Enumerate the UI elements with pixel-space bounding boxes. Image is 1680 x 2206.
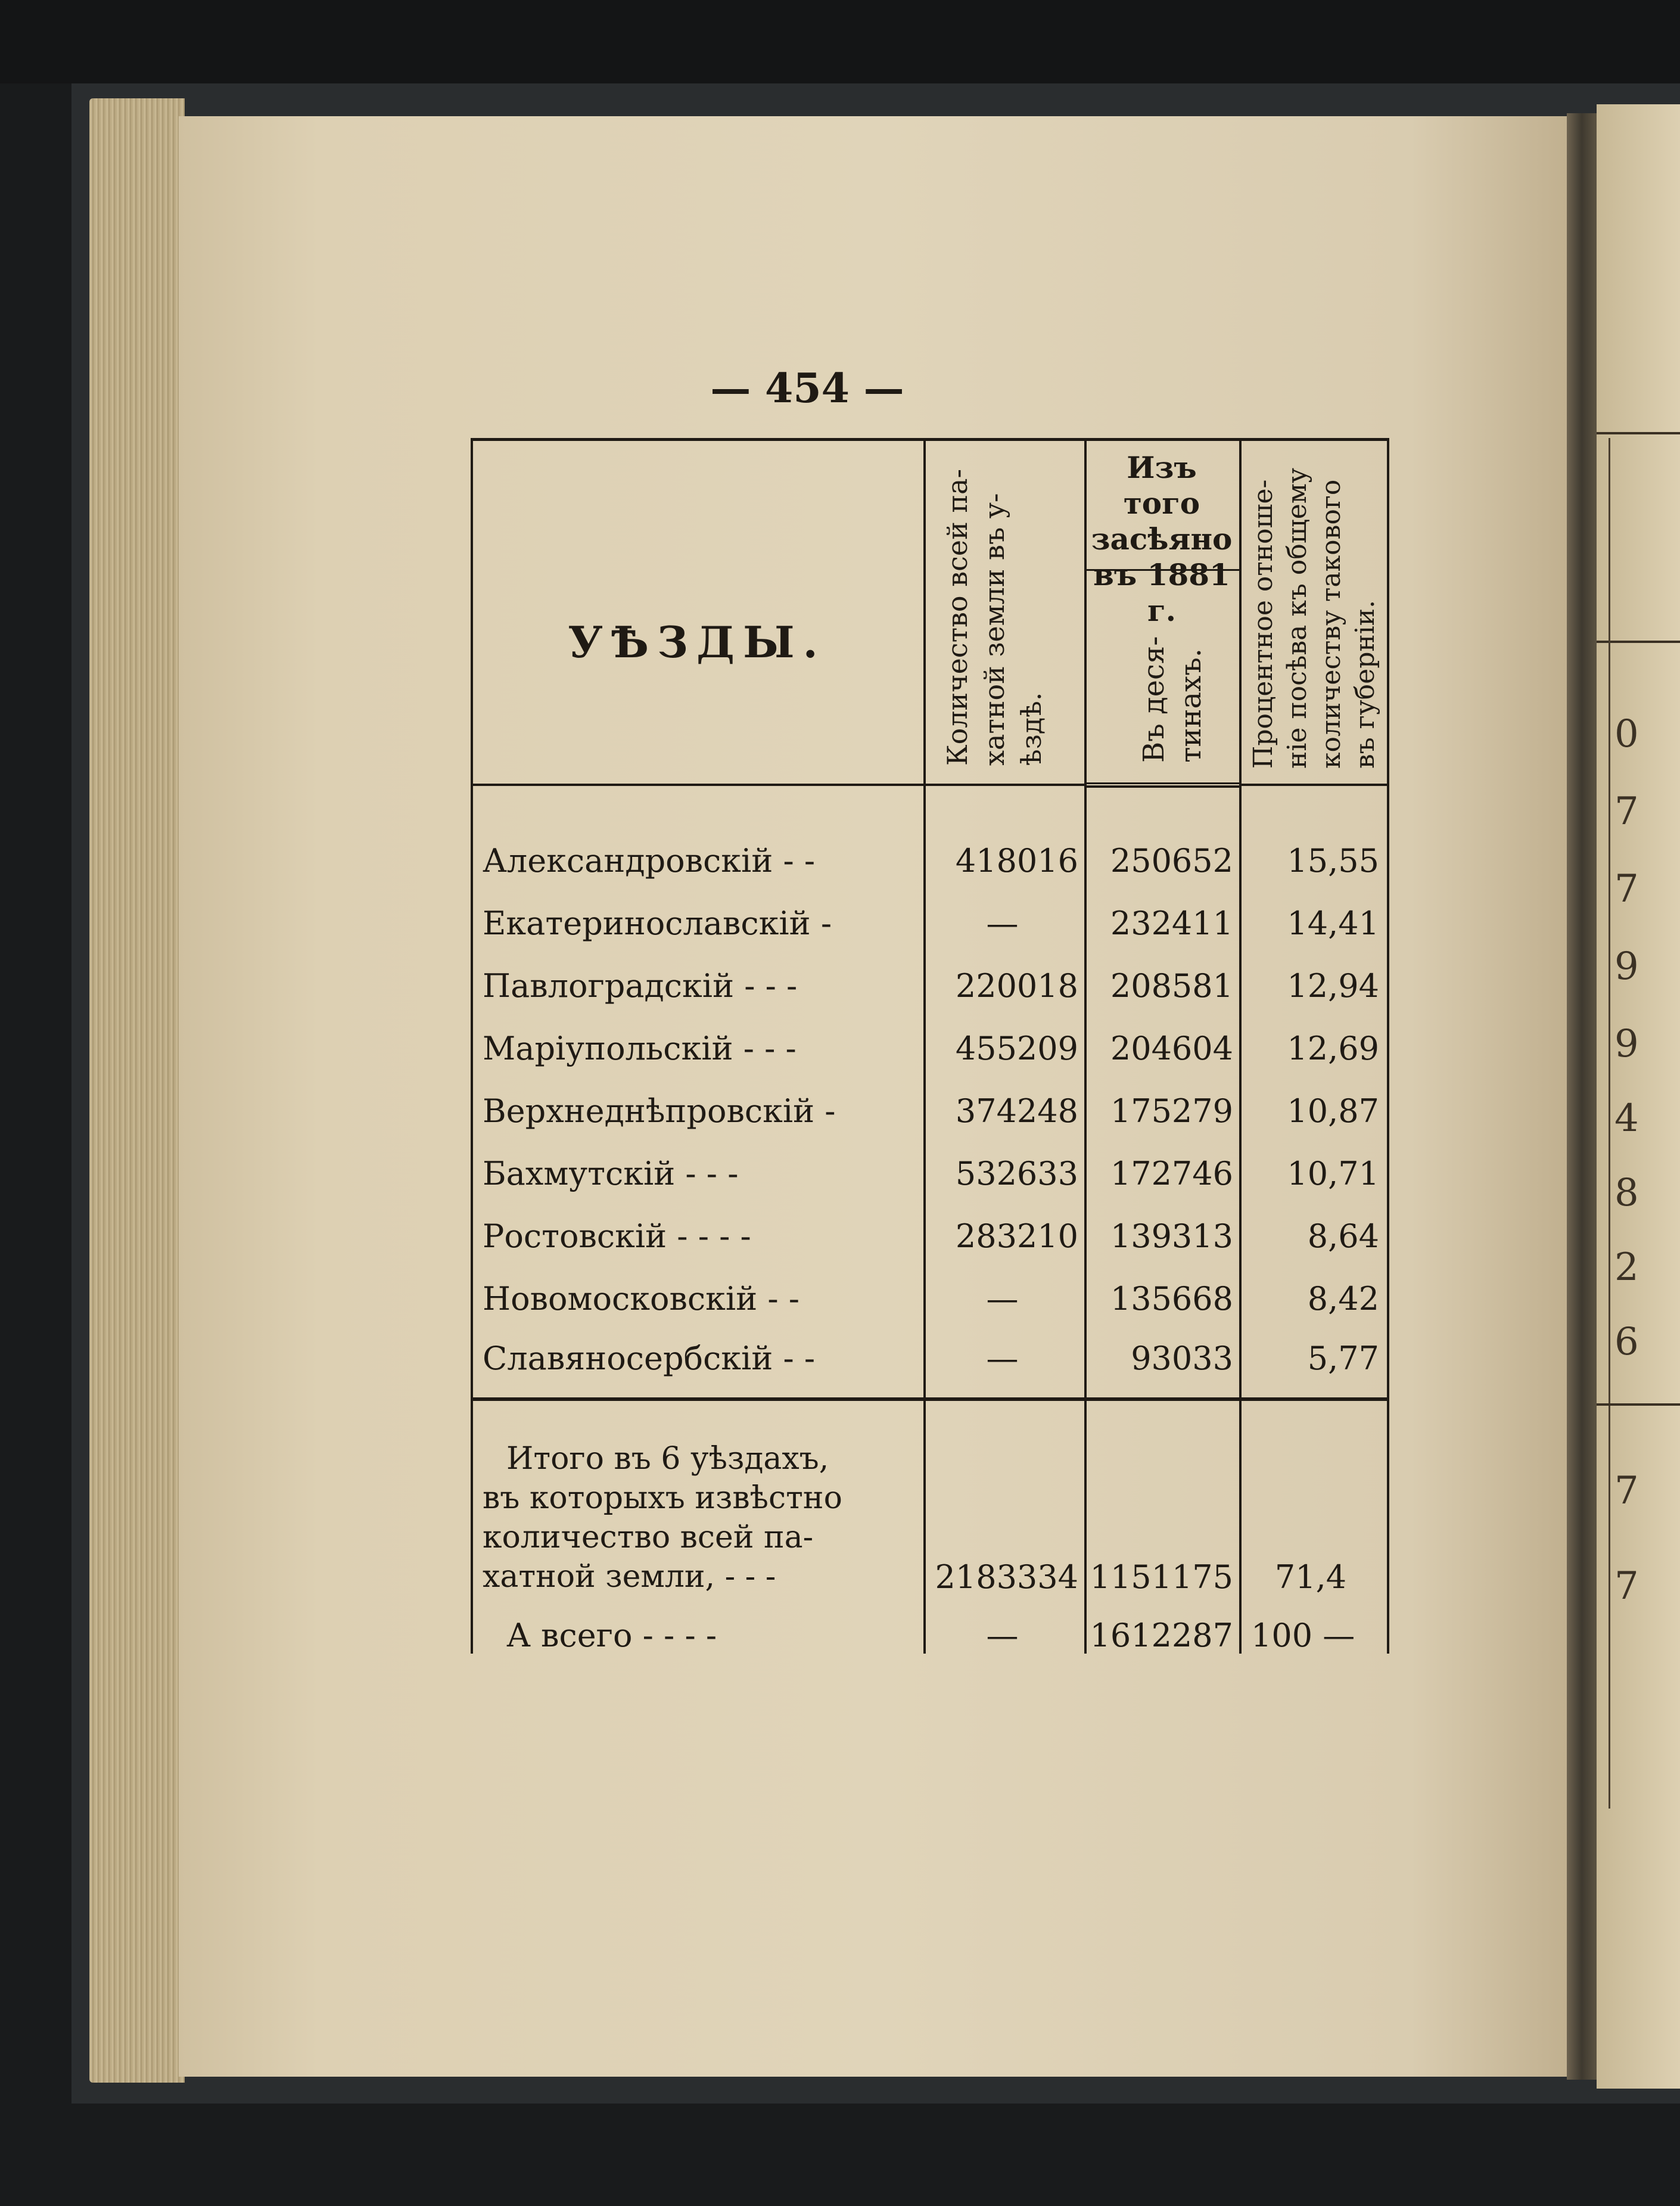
sown-percent: 12,94 bbox=[1287, 967, 1379, 1005]
sown-percent: 10,87 bbox=[1287, 1092, 1379, 1130]
district-name: Ростовскій - - - - bbox=[483, 1217, 751, 1255]
statistics-table bbox=[471, 438, 1388, 1654]
page-number: — 454 — bbox=[710, 365, 904, 412]
total-land: 418016 bbox=[955, 842, 1078, 880]
subtotal-row bbox=[471, 1548, 1388, 1607]
total-land-header-line: ѣздѣ. bbox=[1015, 692, 1047, 766]
total-land: 455209 bbox=[955, 1030, 1078, 1067]
next-page-rule bbox=[1597, 432, 1680, 434]
next-page-digit: 7 bbox=[1614, 1469, 1639, 1513]
total-land: — bbox=[986, 1280, 1019, 1318]
total-land: 220018 bbox=[955, 967, 1078, 1005]
sown-header-line: въ 1881 г. bbox=[1093, 557, 1230, 628]
sown-header-rule bbox=[1084, 782, 1239, 784]
next-page-digit: 8 bbox=[1614, 1171, 1639, 1215]
next-page-digit: 2 bbox=[1614, 1245, 1639, 1290]
sown-land: 250652 bbox=[1110, 842, 1233, 880]
table-row bbox=[471, 1144, 1388, 1204]
next-page-digit: 7 bbox=[1614, 867, 1639, 911]
grand-total-percent: 100 — bbox=[1251, 1617, 1355, 1654]
sown-group-header bbox=[1084, 450, 1239, 629]
district-name: Бахмутскій - - - bbox=[483, 1155, 739, 1192]
sown-land: 204604 bbox=[1110, 1030, 1233, 1067]
total-land: — bbox=[986, 905, 1019, 942]
desyatinas-header-line: Въ деся- bbox=[1137, 636, 1171, 763]
sown-land: 135668 bbox=[1110, 1280, 1233, 1318]
percent-header-line: количеству такового bbox=[1316, 479, 1346, 769]
district-name: Верхнеднѣпровскій - bbox=[483, 1092, 836, 1130]
total-land: 532633 bbox=[955, 1155, 1078, 1192]
subtotal-total-land: 2183334 bbox=[935, 1558, 1078, 1596]
table-row bbox=[471, 956, 1388, 1016]
total-land-header-line: Количество всей па- bbox=[941, 468, 973, 766]
next-page-digit: 9 bbox=[1614, 944, 1639, 989]
subtotal-label-line: въ которыхъ извѣстно bbox=[483, 1480, 842, 1516]
total-land: 374248 bbox=[955, 1092, 1078, 1130]
sown-percent: 8,64 bbox=[1307, 1217, 1379, 1255]
sown-percent: 12,69 bbox=[1287, 1030, 1379, 1067]
next-page-digit: 4 bbox=[1614, 1096, 1639, 1141]
sown-header-line: засѣяно bbox=[1091, 521, 1233, 557]
next-page-digit: 7 bbox=[1614, 1564, 1639, 1608]
sown-land: 172746 bbox=[1110, 1155, 1233, 1192]
next-page-rule bbox=[1597, 1403, 1680, 1406]
total-land: 283210 bbox=[955, 1217, 1078, 1255]
header-bottom-rule-mid bbox=[1084, 785, 1239, 788]
next-page-vrule bbox=[1609, 438, 1610, 1809]
subtotal-label-line: Итого въ 6 уѣздахъ, bbox=[506, 1441, 829, 1477]
district-name: Екатеринославскій - bbox=[483, 905, 832, 942]
sown-land: 93033 bbox=[1131, 1340, 1233, 1377]
sown-header-line: Изъ того bbox=[1123, 450, 1200, 521]
table-row bbox=[471, 831, 1388, 891]
sown-land: 232411 bbox=[1110, 905, 1233, 942]
next-page-digit: 0 bbox=[1614, 712, 1639, 756]
desyatinas-header-line: тинахъ. bbox=[1174, 648, 1208, 763]
grand-total-sown: 1612287 bbox=[1090, 1617, 1233, 1654]
totals-rule bbox=[471, 1397, 1388, 1401]
subtotal-label-line: количество всей па- bbox=[483, 1520, 814, 1555]
scanner-background bbox=[0, 0, 1680, 83]
subtotal-sown-land: 1151175 bbox=[1090, 1558, 1233, 1596]
district-name: Славяносербскій - - bbox=[483, 1340, 816, 1377]
sown-percent: 15,55 bbox=[1287, 842, 1379, 880]
table-row bbox=[471, 894, 1388, 953]
sown-land: 139313 bbox=[1110, 1217, 1233, 1255]
header-bottom-rule-left bbox=[471, 784, 1084, 786]
table-row bbox=[471, 1329, 1388, 1388]
district-name: Александровскій - - bbox=[483, 842, 816, 880]
district-name: Новомосковскій - - bbox=[483, 1280, 800, 1318]
district-name: Маріупольскій - - - bbox=[483, 1030, 797, 1067]
grand-total-row bbox=[471, 1606, 1388, 1666]
grand-total-label: А всего - - - - bbox=[506, 1617, 717, 1654]
table-row bbox=[471, 1082, 1388, 1141]
subtotal-label-line: хатной земли, - - - bbox=[483, 1559, 776, 1595]
percent-header-line: Процентное отноше- bbox=[1248, 479, 1278, 769]
sown-percent: 8,42 bbox=[1307, 1280, 1379, 1318]
total-land-header-line: хатной земли въ у- bbox=[978, 493, 1010, 766]
next-page-digit: 7 bbox=[1614, 790, 1639, 834]
sown-percent: 5,77 bbox=[1307, 1340, 1379, 1377]
table-row bbox=[471, 1019, 1388, 1079]
next-page-digit: 6 bbox=[1614, 1320, 1639, 1364]
subtotal-percent: 71,4 bbox=[1274, 1558, 1347, 1596]
sown-land: 175279 bbox=[1110, 1092, 1233, 1130]
total-land: — bbox=[986, 1340, 1019, 1377]
sown-group-rule bbox=[1084, 569, 1239, 571]
header-bottom-rule-right bbox=[1239, 784, 1388, 786]
sown-land: 208581 bbox=[1110, 967, 1233, 1005]
grand-total-land: — bbox=[986, 1617, 1019, 1654]
percent-header-line: въ губерніи. bbox=[1350, 599, 1380, 769]
sown-percent: 10,71 bbox=[1287, 1155, 1379, 1192]
next-page-digit: 9 bbox=[1614, 1022, 1639, 1066]
table-top-rule bbox=[471, 438, 1388, 441]
table-row bbox=[471, 1207, 1388, 1266]
percent-header-line: ніе посѣва къ общему bbox=[1282, 468, 1312, 769]
sown-percent: 14,41 bbox=[1287, 905, 1379, 942]
table-row bbox=[471, 1269, 1388, 1329]
districts-header: УѢЗДЫ. bbox=[568, 617, 826, 667]
district-name: Павлоградскій - - - bbox=[483, 967, 798, 1005]
